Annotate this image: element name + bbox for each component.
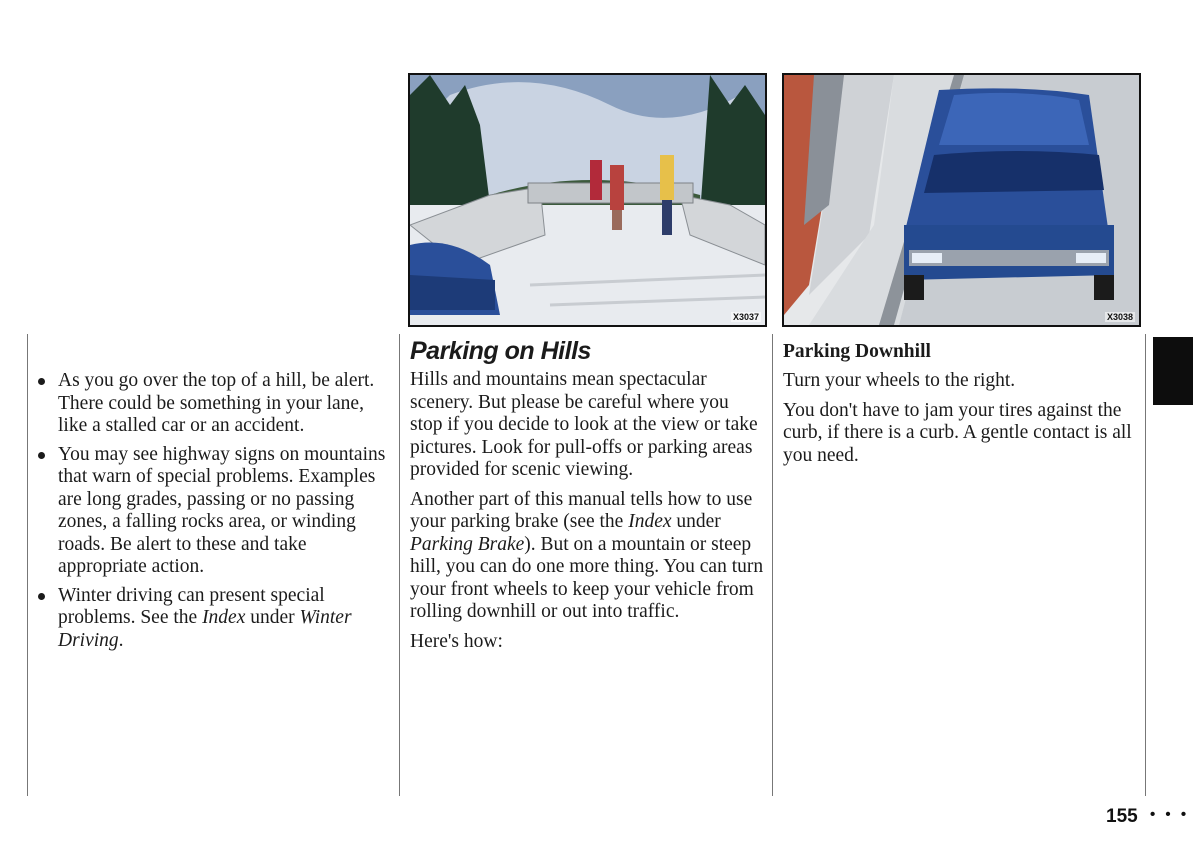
page-dots: • • • [1150, 806, 1190, 823]
page-number: 155 [1106, 806, 1138, 827]
section-tab-marker [1153, 337, 1193, 405]
parking-downhill-drawing [784, 75, 1139, 325]
right-column [783, 340, 1133, 474]
column-rule-middle [399, 334, 400, 796]
paragraph: Another part of this manual tells how to use your parking brake (see the Index under Parking Brake). But on a mountain or steep hill, you can do one more thing. You can turn your front wheels to keep your vehicle from rolling downhill or out into traffic. [410, 488, 764, 622]
middle-column [410, 337, 766, 660]
column-rule-far-right [1145, 334, 1146, 796]
figure-code: X3037 [732, 312, 759, 322]
paragraph: Turn your wheels to the right. [783, 370, 1016, 391]
scenic-overlook-illustration [408, 73, 767, 327]
list-item: You may see highway signs on mountains that warn of special problems. Examples are long grades, passing or no passing zones, a falling rocks area, or winding roads. Be alert to these and take appropriate action. [34, 444, 390, 579]
column-rule-left [27, 334, 28, 796]
parking-downhill-illustration [782, 73, 1141, 327]
paragraph: Hills and mountains mean spectacular scenery. But please be careful where you stop if you decide to look at the view or take pictures. Look for pull-offs or parking areas provided for scenic viewing. [410, 369, 758, 480]
column-rule-right [772, 334, 773, 796]
list-item: As you go over the top of a hill, be alert. There could be something in your lane, like a stalled car or an accident. [34, 370, 390, 438]
paragraph: You don't have to jam your tires against the curb, if there is a curb. A gentle contact is all you need. [783, 399, 1132, 466]
scenic-overlook-drawing [410, 75, 765, 325]
list-item: Winter driving can present special problems. See the Index under Winter Driving. [34, 585, 390, 653]
paragraph: Here's how: [410, 630, 503, 652]
left-column [34, 370, 390, 658]
section-heading: Parking on Hills [410, 337, 591, 365]
figure-code: X3038 [1106, 312, 1133, 322]
hill-safety-list [34, 370, 390, 652]
subsection-heading: Parking Downhill [783, 341, 931, 362]
